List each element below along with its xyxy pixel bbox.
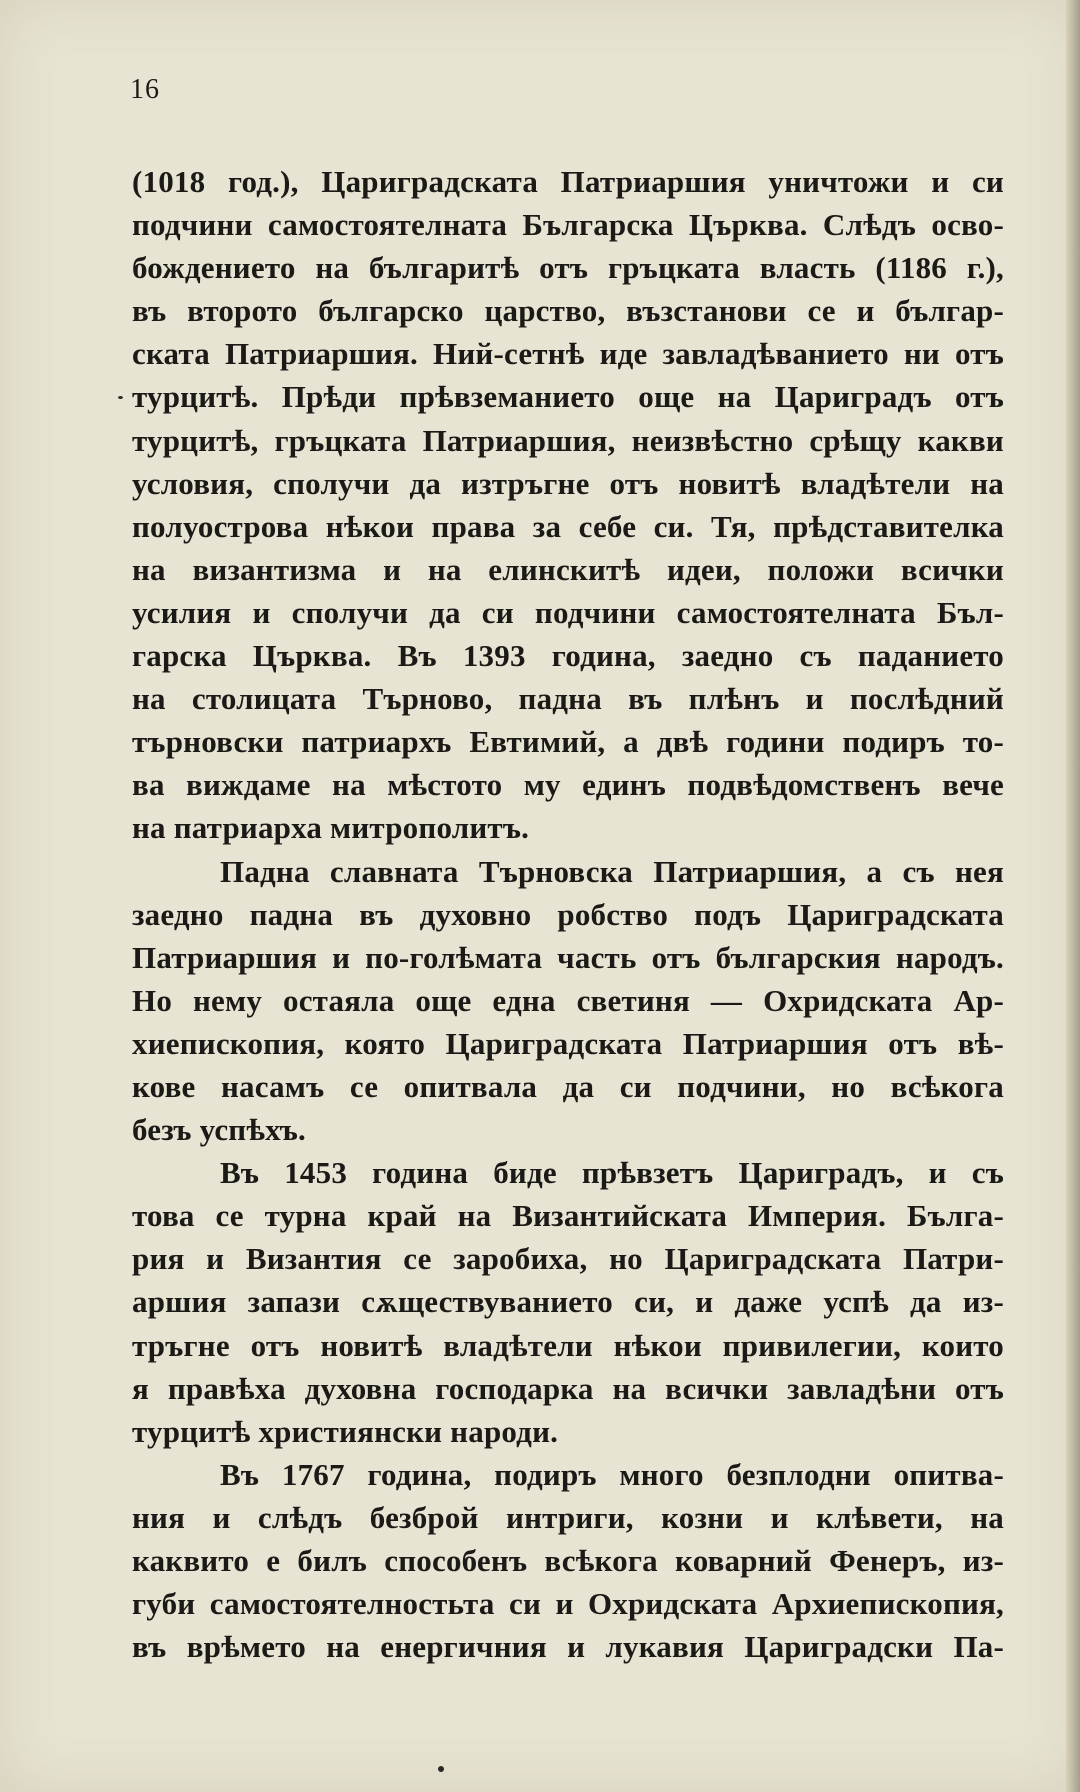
text-line: на столицата Търново, падна въ плѣнъ и послѣдний: [132, 681, 1004, 717]
page-number: 16: [130, 74, 160, 105]
text-line: Но нему остаяла още една светиня — Охридската Ар-: [132, 982, 1004, 1018]
text-line: гарска Църква. Въ 1393 година, заедно съ паданието: [132, 638, 1004, 674]
text-line: бождението на българитѣ отъ гръцката власть (1186 г.),: [132, 250, 1004, 286]
text-line: каквито е билъ способенъ всѣкога коварний Фенеръ, из-: [132, 1543, 1004, 1578]
text-line: заедно падна въ духовно робство подъ Цариградската: [132, 896, 1004, 932]
text-line: хиепископия, която Цариградската Патриаршия отъ вѣ-: [132, 1025, 1004, 1061]
text-line: на византизма и на елинскитѣ идеи, положи всички: [132, 551, 1004, 587]
text-line: рия и Византия се заробиха, но Цариградската Патри-: [132, 1241, 1004, 1277]
text-line: губи самостоятелностьта си и Охридската Архиепископия,: [132, 1586, 1004, 1622]
text-line: турцитѣ. Прѣди прѣвземанието още на Цариградъ отъ: [132, 379, 1004, 415]
text-line: на патриарха митрополитъ.: [132, 810, 530, 846]
text-line: усилия и сполучи да си подчини самостоятелната Бъл-: [132, 594, 1004, 630]
text-line: ния и слѣдъ безброй интриги, козни и клѣвети, на: [132, 1499, 1004, 1535]
page-edge-shadow: [1066, 0, 1080, 1792]
text-line: ва виждаме на мѣстото му единъ подвѣдомственъ вече: [132, 767, 1004, 803]
text-line: това се турна край на Византийската Империя. Бълга-: [132, 1198, 1004, 1234]
text-line: условия, сполучи да изтръгне отъ новитѣ владѣтели на: [132, 465, 1004, 501]
text-line: въ второто българско царство, възстанови се и българ-: [132, 293, 1004, 329]
text-line: турцитѣ християнски народи.: [132, 1413, 559, 1449]
text-line: Въ 1767 година, подиръ много безплодни опитва-: [220, 1456, 1004, 1492]
body-text: [132, 160, 1004, 1668]
text-line: кове насамъ се опитвала да си подчини, но всѣкога: [132, 1068, 1004, 1104]
text-line: аршия запази сѫществуванието си, и даже успѣ да из-: [132, 1284, 1004, 1320]
text-line: Падна славната Търновска Патриаршия, а съ нея: [220, 853, 1004, 889]
text-line: търновски патриархъ Евтимий, а двѣ години подиръ то-: [132, 724, 1004, 760]
text-line: въ врѣмето на енергичния и лукавия Цариградски Па-: [132, 1629, 1004, 1665]
ink-speck: [438, 1766, 444, 1772]
text-line: полуострова нѣкои права за себе си. Тя, прѣдставителка: [132, 508, 1004, 544]
text-line: (1018 год.), Цариградската Патриаршия уничтожи и си: [132, 164, 1004, 199]
text-line: турцитѣ, гръцката Патриаршия, неизвѣстно срѣщу какви: [132, 422, 1004, 458]
text-line: подчини самостоятелната Българска Църква. Слѣдъ осво-: [132, 207, 1004, 243]
text-line: тръгне отъ новитѣ владѣтели нѣкои привилегии, които: [132, 1327, 1004, 1363]
text-line: Патриаршия и по-голѣмата часть отъ българския народъ.: [132, 939, 1004, 975]
text-line: безъ успѣхъ.: [132, 1112, 306, 1148]
ink-speck: [118, 396, 123, 399]
text-line: ската Патриаршия. Ний-сетнѣ иде завладѣванието ни отъ: [132, 336, 1004, 372]
text-line: Въ 1453 година биде прѣвзетъ Цариградъ, и съ: [220, 1155, 1004, 1191]
text-line: я правѣха духовна господарка на всички завладѣни отъ: [132, 1370, 1004, 1406]
